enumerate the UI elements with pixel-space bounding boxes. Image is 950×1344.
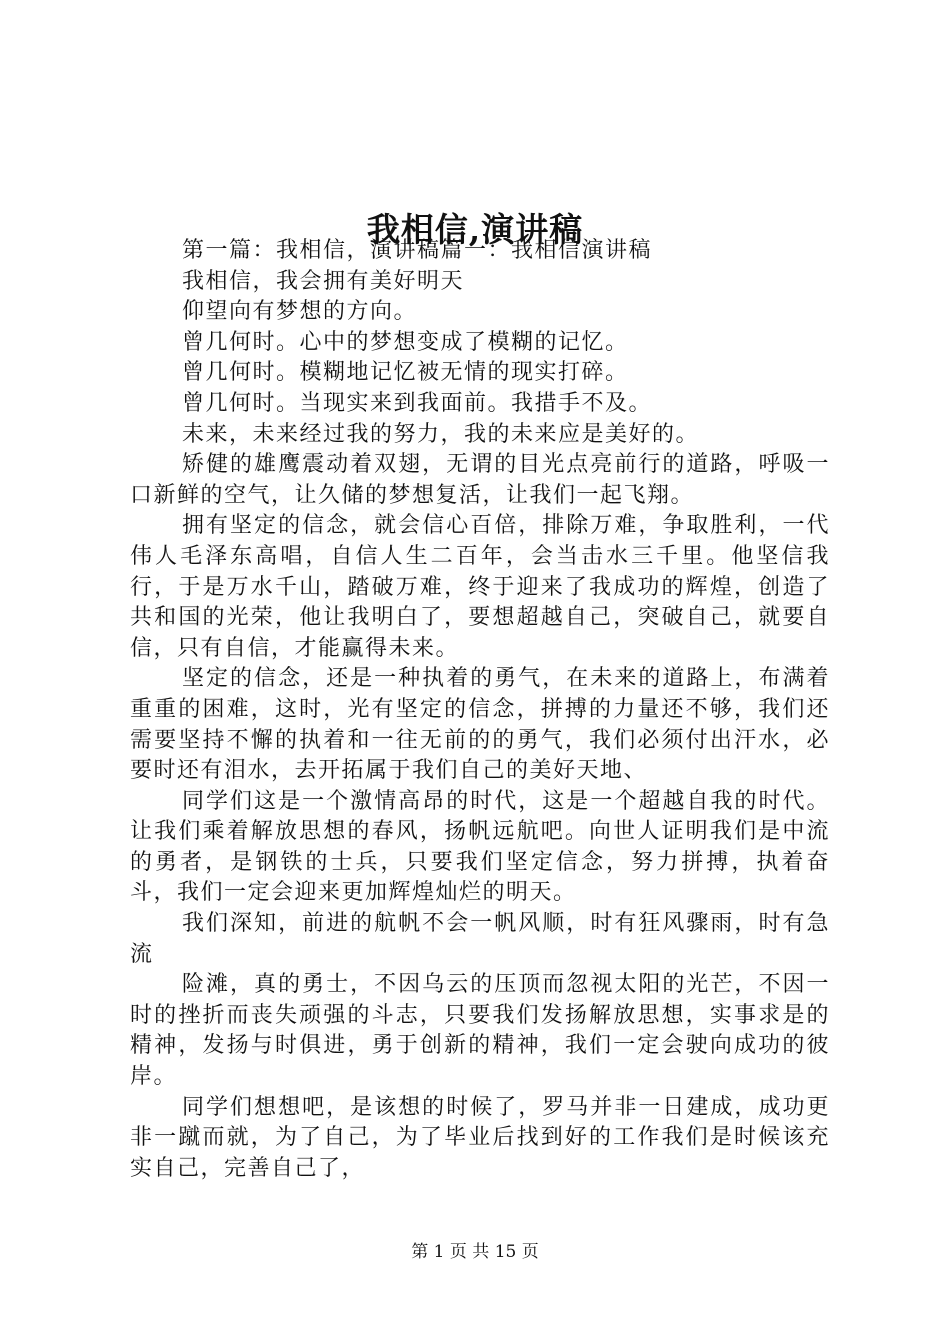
paragraph: 我们深知，前进的航帆不会一帆风顺，时有狂风骤雨，时有急流 xyxy=(130,911,830,967)
paragraph: 第一篇：我相信，演讲稿篇一：我相信演讲稿 xyxy=(182,238,653,263)
paragraph: 拥有坚定的信念，就会信心百倍，排除万难，争取胜利，一代伟人毛泽东高唱，自信人生二百年，会当击水三千里。他坚信我行，于是万水千山，踏破万难，终于迎来了我成功的辉煌，创造了共和国的光荣，他让我明白了，要想超越自己，突破自己，就要自信，只有自信，才能赢得未来。 xyxy=(130,513,830,661)
document-body xyxy=(130,236,830,1184)
paragraph: 我相信，我会拥有美好明天 xyxy=(182,268,465,294)
page-footer: 第 1 页 共 15 页 xyxy=(411,1242,539,1262)
paragraph: 矫健的雄鹰震动着双翅，无谓的目光点亮前行的道路，呼吸一口新鲜的空气，让久储的梦想复活，让我们一起飞翔。 xyxy=(130,452,830,508)
document-title: 我相信,演讲稿 xyxy=(366,210,584,250)
paragraph: 坚定的信念，还是一种执着的勇气，在未来的道路上，布满着重重的困难，这时，光有坚定的信念，拼搏的力量还不够，我们还需要坚持不懈的执着和一往无前的的勇气，我们必须付出汗水，必要时还有泪水，去开拓属于我们自己的美好天地、 xyxy=(130,666,830,784)
paragraph: 曾几何时。模糊地记忆被无情的现实打碎。 xyxy=(182,360,629,386)
paragraph: 曾几何时。心中的梦想变成了模糊的记忆。 xyxy=(182,329,629,355)
paragraph: 同学们想想吧，是该想的时候了，罗马并非一日建成，成功更非一蹴而就，为了自己，为了毕业后找到好的工作我们是时候该充实自己，完善自己了， xyxy=(130,1094,830,1181)
paragraph: 曾几何时。当现实来到我面前。我措手不及。 xyxy=(182,390,653,416)
paragraph: 同学们这是一个激情高昂的时代，这是一个超越自我的时代。让我们乘着解放思想的春风，扬帆远航吧。向世人证明我们是中流的勇者，是钢铁的士兵，只要我们坚定信念，努力拼搏，执着奋斗，我们一定会迎来更加辉煌灿烂的明天。 xyxy=(130,788,830,906)
paragraph: 未来，未来经过我的努力，我的未来应是美好的。 xyxy=(182,421,700,447)
paragraph: 仰望向有梦想的方向。 xyxy=(182,299,418,325)
paragraph: 险滩，真的勇士，不因乌云的压顶而忽视太阳的光芒，不因一时的挫折而丧失顽强的斗志，只要我们发扬解放思想，实事求是的精神，发扬与时俱进，勇于创新的精神，我们一定会驶向成功的彼岸。 xyxy=(130,972,830,1090)
